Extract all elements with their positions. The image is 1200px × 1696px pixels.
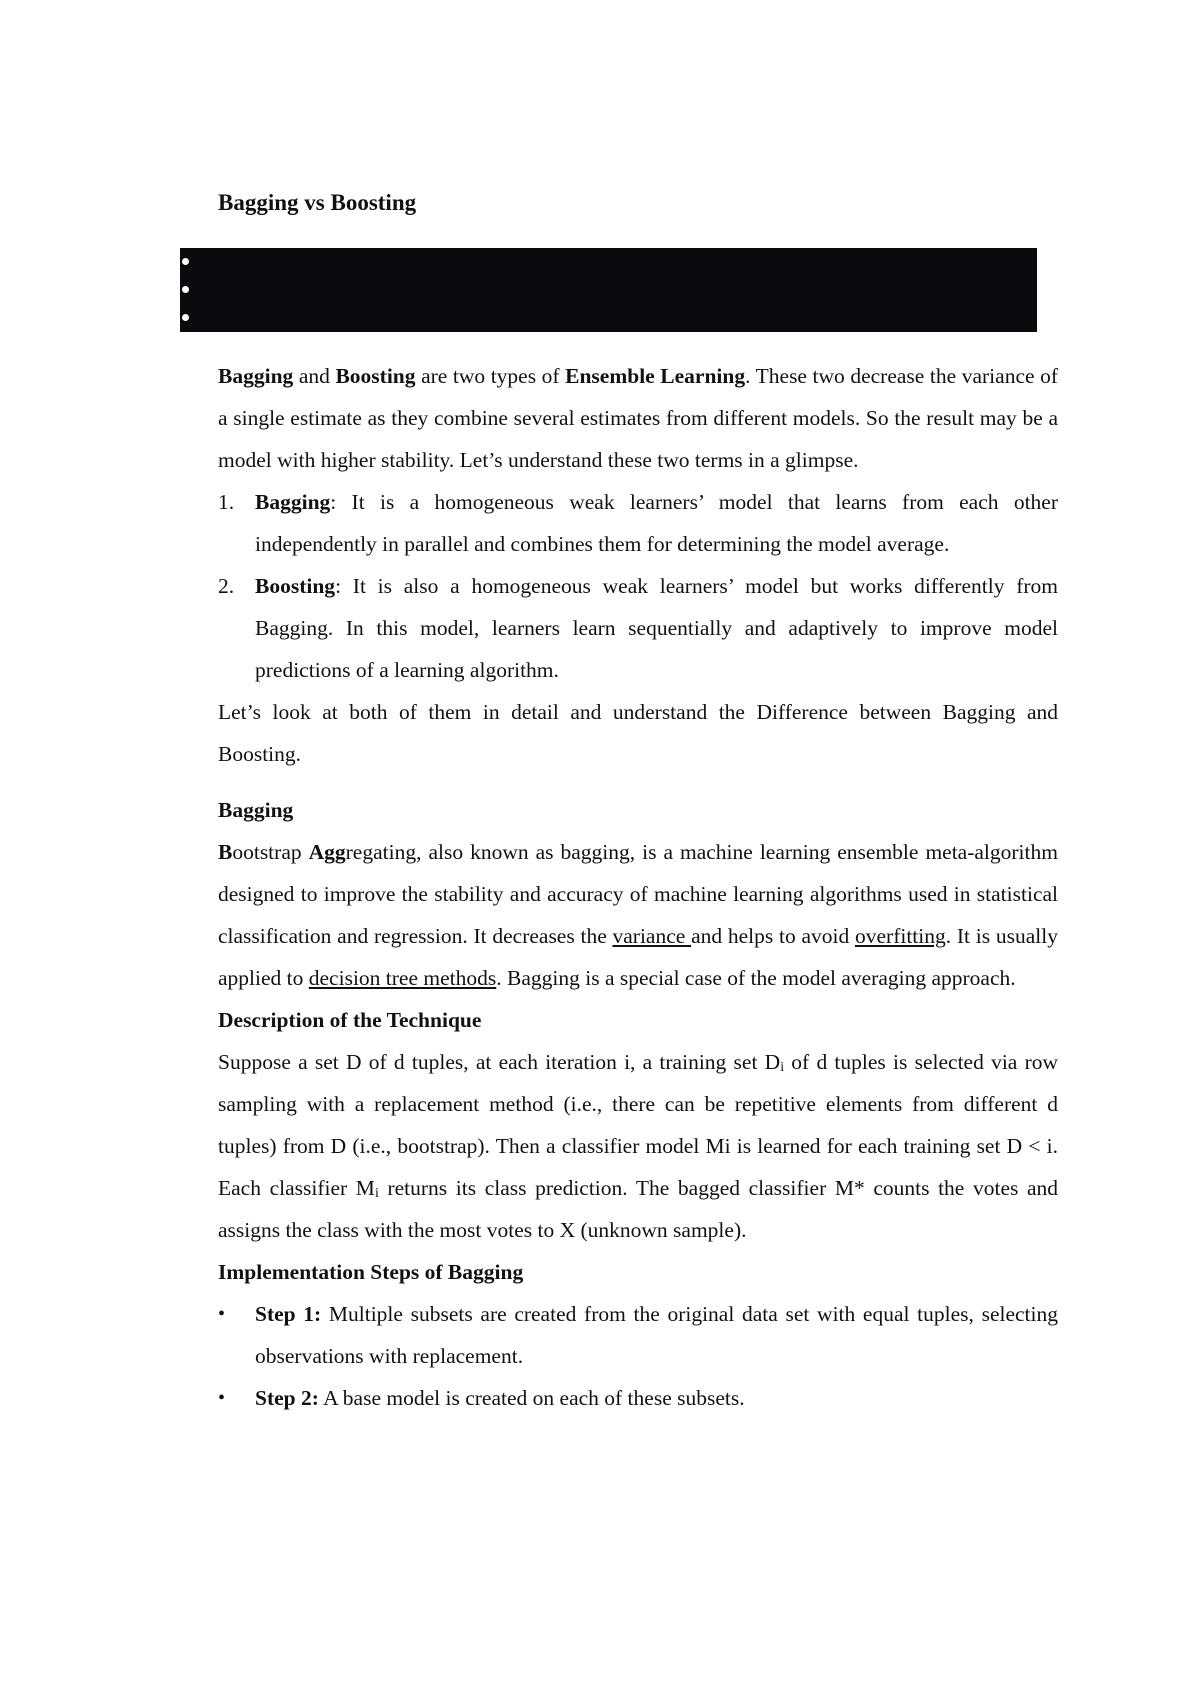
subscript: i bbox=[780, 1060, 785, 1075]
text-span: . It is usually applied to bbox=[218, 924, 1058, 990]
implementation-heading: Implementation Steps of Bagging bbox=[218, 1260, 524, 1284]
document-body bbox=[218, 355, 1058, 1419]
text-bold: Agg bbox=[308, 840, 346, 864]
outro-paragraph: Let’s look at both of them in detail and understand the Difference between Bagging and Boosting. bbox=[218, 700, 1058, 766]
bullet-icon: • bbox=[218, 1303, 226, 1325]
text-span: Suppose a set D of d tuples, at each iteration i, a training set D bbox=[218, 1050, 781, 1074]
list-number: 1. bbox=[218, 490, 235, 514]
bullet-icon: • bbox=[218, 1387, 226, 1409]
step-label: Step 2: bbox=[255, 1386, 319, 1410]
list-term: Boosting bbox=[255, 574, 336, 598]
step-item bbox=[218, 1377, 1058, 1419]
text-span: are two types of bbox=[415, 364, 566, 388]
bullet-dot bbox=[182, 286, 189, 293]
step-label: Step 1: bbox=[255, 1302, 322, 1326]
term-ensemble-learning: Ensemble Learning bbox=[565, 364, 746, 388]
bagging-paragraph bbox=[218, 831, 1058, 999]
text-span: ootstrap bbox=[232, 840, 309, 864]
list-item bbox=[218, 481, 1058, 565]
bullet-dot bbox=[182, 314, 189, 321]
intro-paragraph bbox=[218, 355, 1058, 481]
list-text: : It is also a homogeneous weak learners’ model but works differently from Bagging. In this model, learners learn sequentially and adaptively to improve model predictions of a learning algorithm. bbox=[255, 574, 1058, 682]
subscript: i bbox=[374, 1186, 379, 1201]
list-term: Bagging bbox=[255, 490, 331, 514]
link-variance[interactable]: variance bbox=[612, 924, 692, 948]
text-span: regating, also known as bagging, is a machine learning ensemble meta-algorithm designed to improve the stability and accuracy of machine learning algorithms used in statistical classification and regression. It decreases the bbox=[218, 840, 1058, 948]
description-paragraph bbox=[218, 1041, 1058, 1251]
bagging-heading: Bagging bbox=[218, 798, 294, 822]
link-decision-tree-methods[interactable]: decision tree methods bbox=[308, 966, 497, 990]
step-text: Multiple subsets are created from the original data set with equal tuples, selecting observations with replacement. bbox=[255, 1302, 1058, 1368]
step-item bbox=[218, 1293, 1058, 1377]
text-span: of d tuples is selected via row sampling with a replacement method (i.e., there can be repetitive elements from different d tuples) from D (i.e., bootstrap). Then a classifier model Mi is learned for each training set D < i. Each classifier M bbox=[218, 1050, 1059, 1200]
text-span: and helps to avoid bbox=[691, 924, 855, 948]
text-span: returns its class prediction. The bagged classifier M* counts the votes and assigns the class with the most votes to X (unknown sample). bbox=[218, 1176, 1059, 1242]
link-overfitting[interactable]: overfitting bbox=[855, 924, 946, 948]
text-span: and bbox=[293, 364, 336, 388]
list-item bbox=[218, 565, 1058, 691]
list-text: : It is a homogeneous weak learners’ model that learns from each other independently in parallel and combines them for determining the model average. bbox=[255, 490, 1058, 556]
text-span: . Bagging is a special case of the model averaging approach. bbox=[496, 966, 1016, 990]
description-heading: Description of the Technique bbox=[218, 1008, 482, 1032]
step-text: A base model is created on each of these subsets. bbox=[318, 1386, 745, 1410]
text-bold: B bbox=[218, 840, 233, 864]
page-title: Bagging vs Boosting bbox=[218, 190, 417, 215]
term-bagging: Bagging bbox=[218, 364, 294, 388]
list-number: 2. bbox=[218, 574, 235, 598]
text-span: . These two decrease the variance of a single estimate as they combine several estimates from different models. So the result may be a model with higher stability. Let’s understand these two terms in a glimpse. bbox=[218, 364, 1059, 472]
redacted-block bbox=[180, 248, 1037, 332]
term-boosting: Boosting bbox=[335, 364, 416, 388]
bullet-dot bbox=[182, 258, 189, 265]
